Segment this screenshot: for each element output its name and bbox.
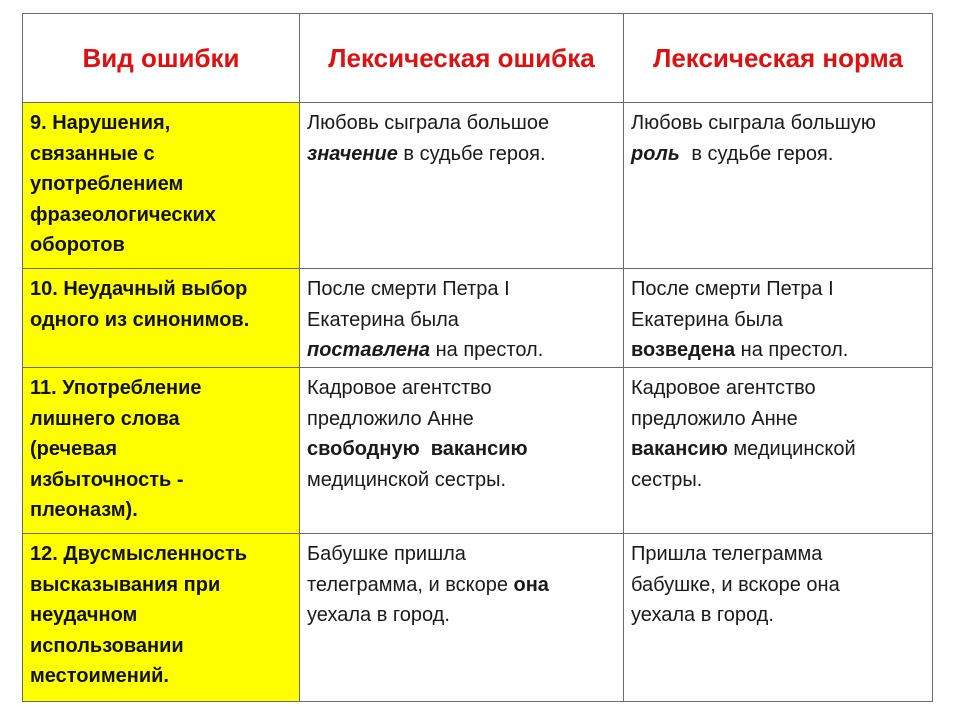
error-example-cell: После смерти Петра I Екатерина была поставлена на престол.: [300, 269, 624, 368]
header-lexical-error: Лексическая ошибка: [300, 14, 624, 103]
norm-example-cell: Пришла телеграмма бабушке, и вскоре она уехала в город.: [624, 534, 933, 702]
norm-keyword: возведена: [631, 339, 736, 361]
error-keyword: поставлена: [307, 339, 431, 361]
header-row: [23, 14, 933, 103]
error-type-cell: 10. Неудачный выбор одного из синонимов.: [23, 269, 300, 368]
table-row: [23, 103, 933, 269]
error-keyword: она: [513, 573, 549, 596]
norm-example-cell: Кадровое агентство предложило Анне вакансию медицинской сестры.: [624, 368, 933, 534]
lexical-errors-table: [22, 13, 933, 702]
table-row: [23, 269, 933, 368]
table-row: [23, 534, 933, 702]
error-type-cell: 9. Нарушения, связанные с употреблением фразеологических оборотов: [23, 103, 300, 269]
norm-keyword: роль: [631, 142, 680, 165]
norm-keyword: вакансию: [631, 438, 728, 460]
error-keyword: значение: [307, 142, 398, 165]
header-error-type: Вид ошибки: [23, 14, 300, 103]
norm-example-cell: Любовь сыграла большую роль в судьбе героя.: [624, 103, 933, 269]
error-type-cell: 12. Двусмысленность высказывания при неудачном использовании местоимений.: [23, 534, 300, 702]
error-example-cell: Бабушке пришла телеграмма, и вскоре она уехала в город.: [300, 534, 624, 702]
header-lexical-norm: Лексическая норма: [624, 14, 933, 103]
norm-example-cell: После смерти Петра I Екатерина была возведена на престол.: [624, 269, 933, 368]
error-example-cell: Кадровое агентство предложило Анне свободную вакансию медицинской сестры.: [300, 368, 624, 534]
table-row: [23, 368, 933, 534]
error-example-cell: Любовь сыграла большое значение в судьбе героя.: [300, 103, 624, 269]
error-keyword: свободную вакансию: [307, 438, 528, 460]
error-type-cell: 11. Употребление лишнего слова (речевая избыточность - плеоназм).: [23, 368, 300, 534]
